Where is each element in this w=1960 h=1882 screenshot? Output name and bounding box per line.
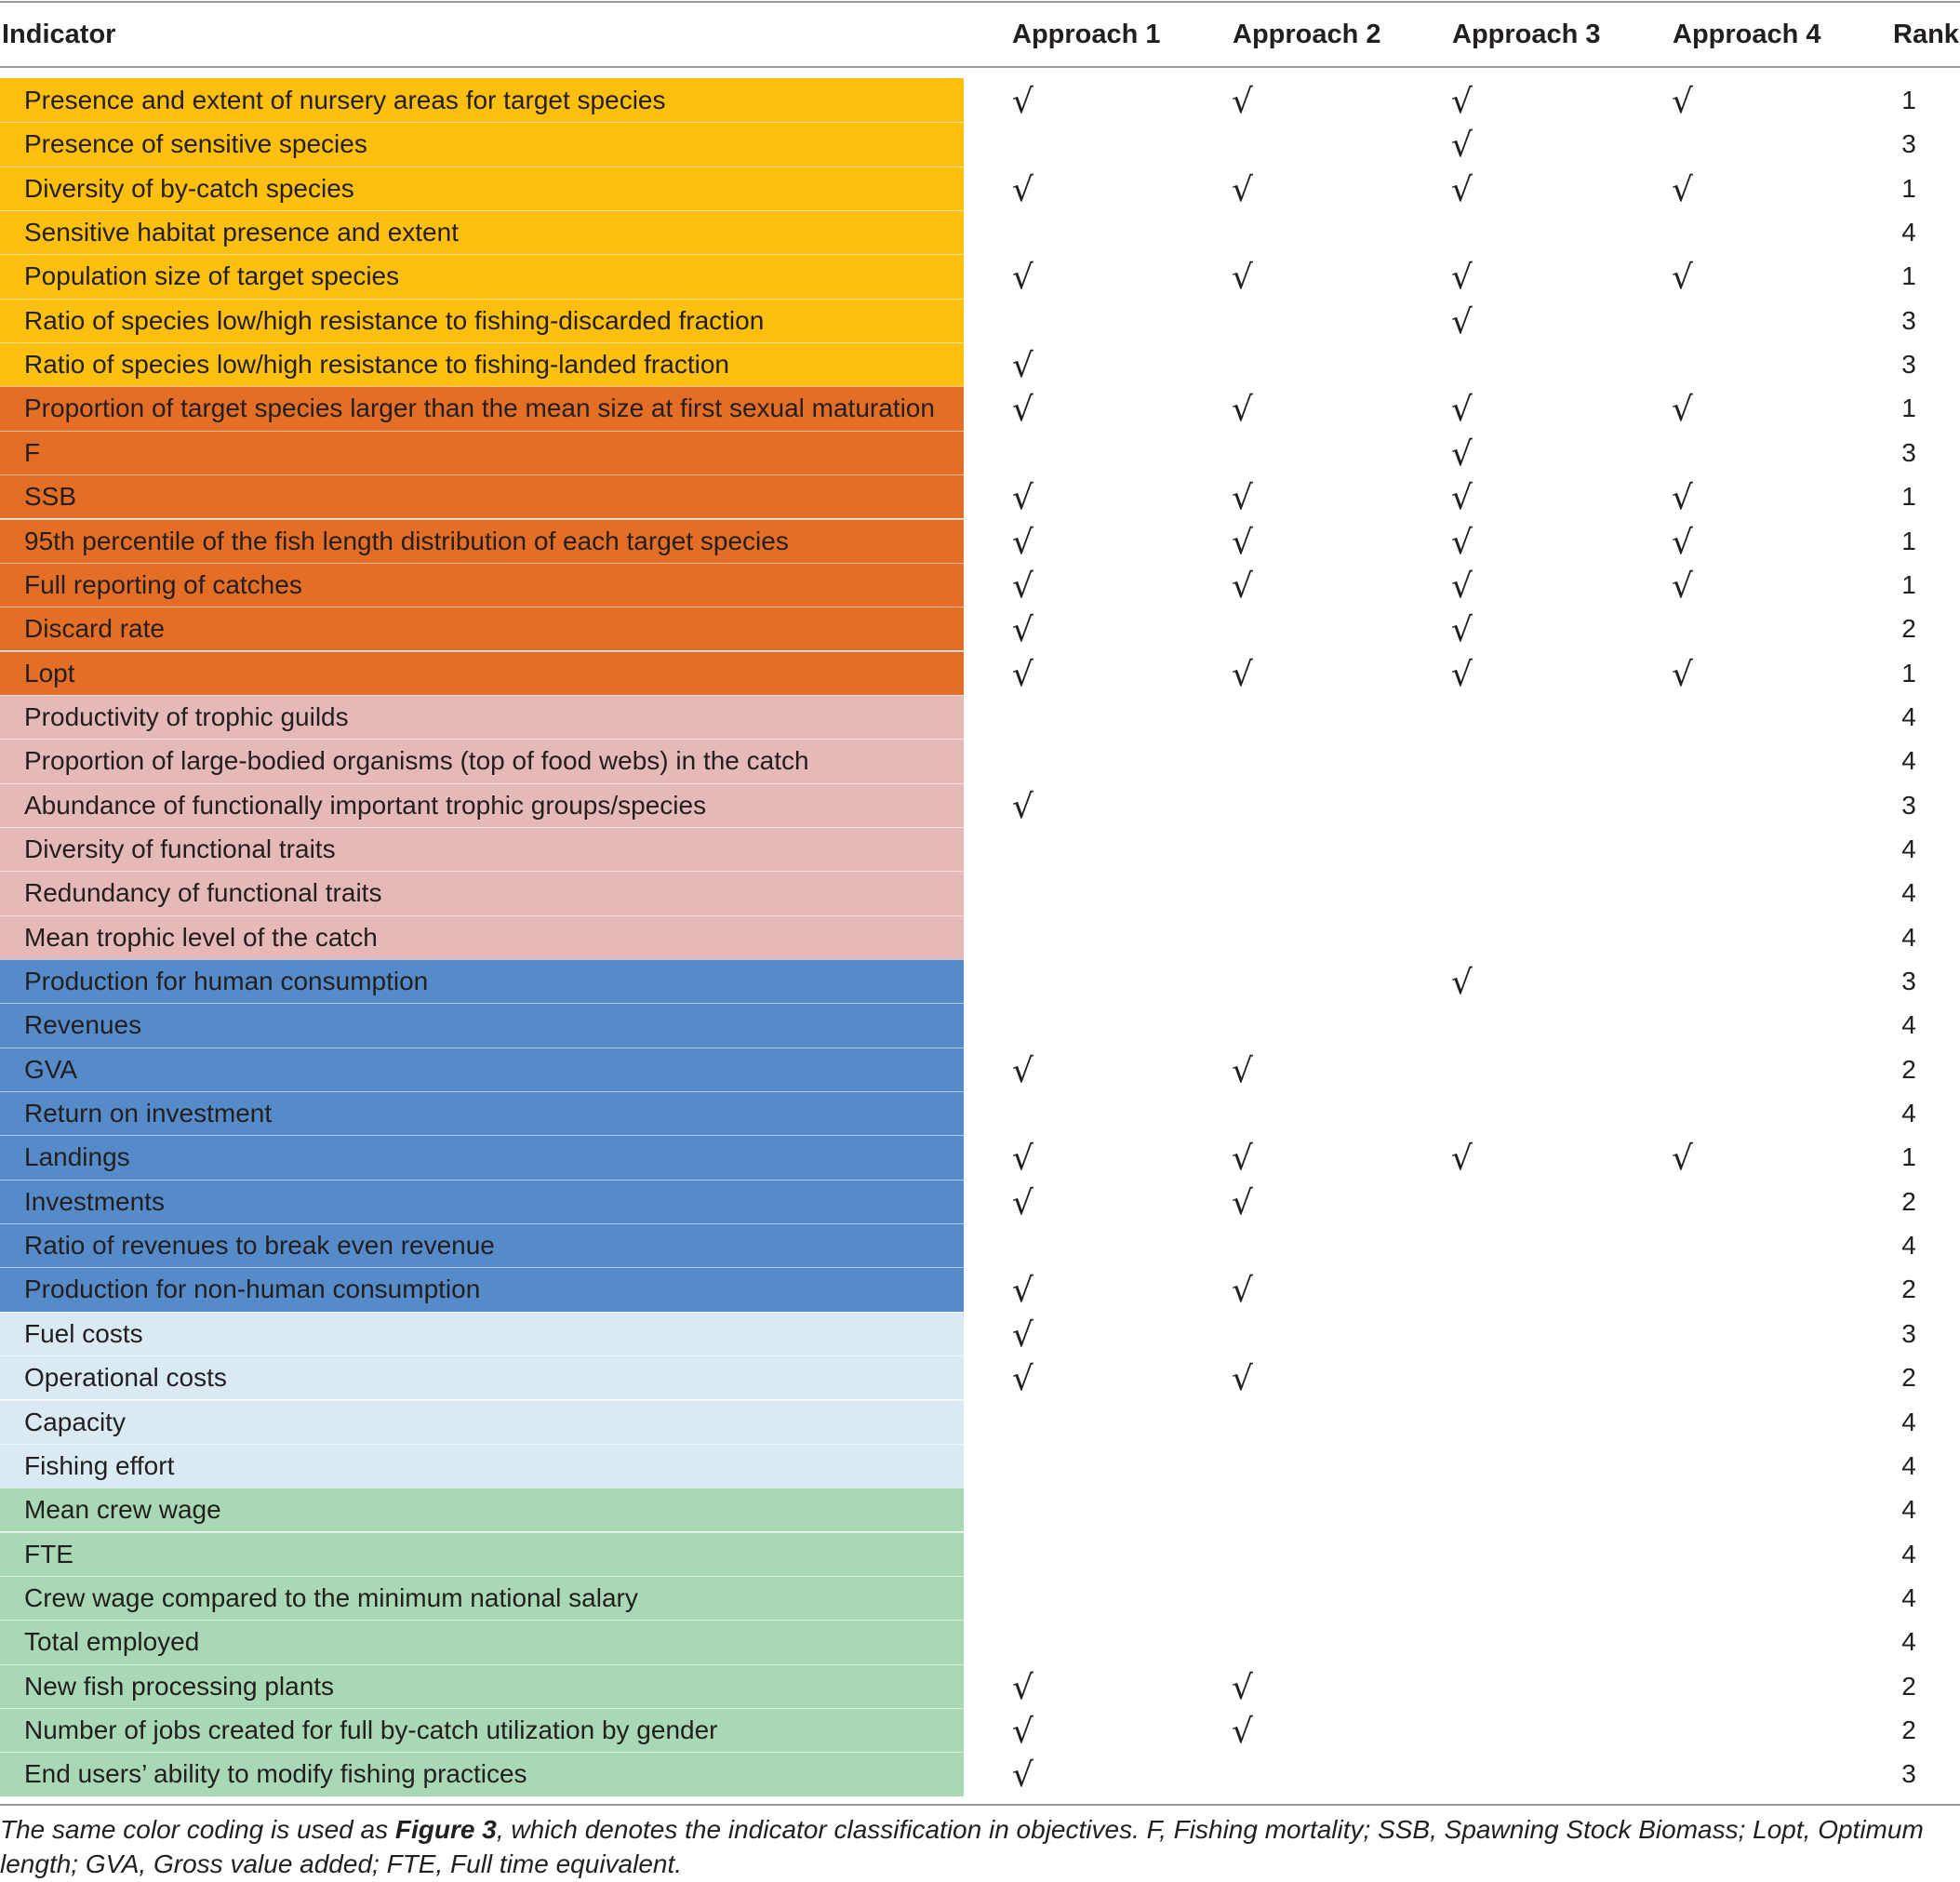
indicator-cell: Full reporting of catches xyxy=(0,563,964,607)
indicator-cell: Ratio of revenues to break even revenue xyxy=(0,1223,964,1267)
table-header-row xyxy=(0,0,1960,67)
check-mark-a2: √ xyxy=(1232,523,1253,562)
row-separator xyxy=(0,1135,964,1136)
header-approach-4: Approach 4 xyxy=(1673,20,1821,49)
rank-cell: 1 xyxy=(1901,86,1916,114)
check-mark-a2: √ xyxy=(1232,170,1253,209)
row-separator xyxy=(0,386,964,387)
indicator-cell: GVA xyxy=(0,1048,964,1091)
table-row xyxy=(0,1003,1960,1047)
rank-cell: 1 xyxy=(1901,658,1916,687)
check-mark-a4: √ xyxy=(1672,83,1693,121)
rank-cell: 4 xyxy=(1901,1450,1916,1480)
check-mark-a4: √ xyxy=(1672,567,1693,606)
table-row xyxy=(0,210,1960,254)
indicator-cell: Proportion of target species larger than the mean size at first sexual maturation xyxy=(0,386,964,430)
row-separator xyxy=(0,739,964,740)
check-mark-a4: √ xyxy=(1672,523,1693,562)
check-mark-a3: √ xyxy=(1451,83,1473,121)
check-mark-a1: √ xyxy=(1012,1712,1033,1751)
indicator-cell: Diversity of by-catch species xyxy=(0,167,964,210)
indicator-cell: Total employed xyxy=(0,1620,964,1663)
check-mark-a1: √ xyxy=(1012,1051,1033,1090)
table-row xyxy=(0,1091,1960,1135)
table-row xyxy=(0,519,1960,563)
check-mark-a1: √ xyxy=(1012,787,1033,826)
indicator-cell: Diversity of functional traits xyxy=(0,827,964,871)
header-approach-3: Approach 3 xyxy=(1452,20,1601,49)
table-row xyxy=(0,1135,1960,1179)
indicator-cell: Lopt xyxy=(0,651,964,695)
table-row xyxy=(0,695,1960,739)
rank-cell: 4 xyxy=(1901,834,1916,863)
rank-cell: 1 xyxy=(1901,1142,1916,1172)
table-row xyxy=(0,607,1960,650)
table-row xyxy=(0,1267,1960,1311)
header-approach-2: Approach 2 xyxy=(1233,20,1381,49)
indicator-cell: Fuel costs xyxy=(0,1312,964,1355)
check-mark-a4: √ xyxy=(1672,655,1693,694)
check-mark-a1: √ xyxy=(1012,347,1033,386)
row-separator xyxy=(0,827,964,828)
table-row xyxy=(0,1576,1960,1620)
check-mark-a3: √ xyxy=(1451,567,1473,606)
table-row xyxy=(0,1444,1960,1488)
rank-cell: 4 xyxy=(1901,1407,1916,1436)
rank-cell: 3 xyxy=(1901,1759,1916,1789)
row-separator xyxy=(0,1003,964,1004)
row-separator xyxy=(0,783,964,784)
check-mark-a1: √ xyxy=(1012,391,1033,430)
check-mark-a3: √ xyxy=(1451,434,1473,474)
check-mark-a4: √ xyxy=(1672,391,1693,430)
table-row xyxy=(0,1223,1960,1267)
rank-cell: 4 xyxy=(1901,1539,1916,1568)
row-separator xyxy=(0,1180,964,1181)
rank-cell: 1 xyxy=(1901,526,1916,555)
rank-cell: 4 xyxy=(1901,922,1916,952)
check-mark-a2: √ xyxy=(1232,1712,1253,1751)
row-separator xyxy=(0,1223,964,1224)
indicator-cell: F xyxy=(0,431,964,474)
row-separator xyxy=(0,1091,964,1092)
check-mark-a3: √ xyxy=(1451,611,1473,650)
check-mark-a1: √ xyxy=(1012,611,1033,650)
table-row xyxy=(0,739,1960,782)
indicator-cell: Population size of target species xyxy=(0,254,964,298)
table-row xyxy=(0,386,1960,430)
table-row xyxy=(0,299,1960,342)
row-separator xyxy=(0,342,964,343)
check-mark-a1: √ xyxy=(1012,259,1033,298)
rank-cell: 1 xyxy=(1901,261,1916,291)
check-mark-a1: √ xyxy=(1012,1668,1033,1707)
check-mark-a1: √ xyxy=(1012,83,1033,121)
indicator-cell: Discard rate xyxy=(0,607,964,650)
row-separator xyxy=(0,1312,964,1313)
indicator-cell: Number of jobs created for full by-catch utilization by gender xyxy=(0,1708,964,1752)
table-row xyxy=(0,474,1960,518)
indicator-cell: Return on investment xyxy=(0,1091,964,1135)
row-separator xyxy=(0,1400,964,1401)
table-row xyxy=(0,651,1960,695)
table-row xyxy=(0,959,1960,1003)
indicator-cell: Abundance of functionally important trophic groups/species xyxy=(0,783,964,827)
rank-cell: 4 xyxy=(1901,1495,1916,1525)
row-separator xyxy=(0,1620,964,1621)
indicator-cell: Mean crew wage xyxy=(0,1488,964,1531)
check-mark-a2: √ xyxy=(1232,1183,1253,1222)
rank-cell: 4 xyxy=(1901,1099,1916,1128)
row-separator xyxy=(0,254,964,255)
indicator-cell: Presence of sensitive species xyxy=(0,122,964,166)
table-row xyxy=(0,1488,1960,1531)
table-row xyxy=(0,254,1960,298)
table-row xyxy=(0,1708,1960,1752)
rank-cell: 1 xyxy=(1901,173,1916,203)
table-row xyxy=(0,1532,1960,1576)
indicator-cell: Productivity of trophic guilds xyxy=(0,695,964,739)
check-mark-a1: √ xyxy=(1012,1756,1033,1795)
indicator-cell: Production for non-human consumption xyxy=(0,1267,964,1311)
check-mark-a1: √ xyxy=(1012,1183,1033,1222)
check-mark-a1: √ xyxy=(1012,655,1033,694)
table-footnote xyxy=(0,1812,1960,1881)
check-mark-a3: √ xyxy=(1451,523,1473,562)
check-mark-a3: √ xyxy=(1451,170,1473,209)
check-mark-a4: √ xyxy=(1672,170,1693,209)
table-row xyxy=(0,1664,1960,1708)
table-row xyxy=(0,915,1960,959)
check-mark-a2: √ xyxy=(1232,259,1253,298)
indicator-cell: Redundancy of functional traits xyxy=(0,871,964,914)
rank-cell: 4 xyxy=(1901,1627,1916,1657)
rank-cell: 3 xyxy=(1901,790,1916,820)
check-mark-a2: √ xyxy=(1232,655,1253,694)
row-separator xyxy=(0,299,964,300)
indicator-cell: Sensitive habitat presence and extent xyxy=(0,210,964,254)
row-separator xyxy=(0,1576,964,1577)
check-mark-a2: √ xyxy=(1232,1140,1253,1179)
table-row xyxy=(0,783,1960,827)
row-separator xyxy=(0,210,964,211)
rank-cell: 4 xyxy=(1901,1231,1916,1261)
table-row xyxy=(0,167,1960,210)
header-indicator: Indicator xyxy=(2,20,116,49)
rank-cell: 4 xyxy=(1901,218,1916,247)
row-separator xyxy=(0,1355,964,1356)
row-separator xyxy=(0,431,964,432)
check-mark-a1: √ xyxy=(1012,1272,1033,1311)
indicator-cell: Revenues xyxy=(0,1003,964,1047)
indicator-cell: Presence and extent of nursery areas for target species xyxy=(0,78,964,122)
indicator-cell: Ratio of species low/high resistance to fishing-discarded fraction xyxy=(0,299,964,342)
rank-cell: 3 xyxy=(1901,350,1916,380)
check-mark-a3: √ xyxy=(1451,655,1473,694)
header-rank: Rank xyxy=(1893,20,1959,49)
rank-cell: 4 xyxy=(1901,878,1916,908)
indicator-cell: Production for human consumption xyxy=(0,959,964,1003)
row-separator xyxy=(0,915,964,916)
check-mark-a3: √ xyxy=(1451,259,1473,298)
footnote-figure-ref: Figure 3 xyxy=(394,1815,497,1844)
indicator-cell: Ratio of species low/high resistance to fishing-landed fraction xyxy=(0,342,964,386)
row-separator xyxy=(0,474,964,475)
rank-cell: 3 xyxy=(1901,305,1916,335)
row-separator xyxy=(0,651,964,652)
table-row xyxy=(0,1355,1960,1399)
check-mark-a1: √ xyxy=(1012,1360,1033,1399)
table-row xyxy=(0,1180,1960,1223)
indicator-cell: Landings xyxy=(0,1135,964,1179)
check-mark-a1: √ xyxy=(1012,523,1033,562)
table-row xyxy=(0,78,1960,122)
check-mark-a1: √ xyxy=(1012,1315,1033,1355)
table-row xyxy=(0,1752,1960,1795)
rank-cell: 2 xyxy=(1901,614,1916,644)
check-mark-a3: √ xyxy=(1451,127,1473,166)
check-mark-a4: √ xyxy=(1672,479,1693,518)
table-bottom-rule xyxy=(0,1804,1960,1806)
rank-cell: 2 xyxy=(1901,1186,1916,1216)
rank-cell: 2 xyxy=(1901,1363,1916,1393)
table-row xyxy=(0,871,1960,914)
check-mark-a2: √ xyxy=(1232,83,1253,121)
check-mark-a3: √ xyxy=(1451,964,1473,1002)
indicator-cell: SSB xyxy=(0,474,964,518)
check-mark-a3: √ xyxy=(1451,1140,1473,1179)
row-separator xyxy=(0,1532,964,1533)
rank-cell: 4 xyxy=(1901,701,1916,731)
check-mark-a4: √ xyxy=(1672,259,1693,298)
rank-cell: 3 xyxy=(1901,437,1916,467)
check-mark-a1: √ xyxy=(1012,479,1033,518)
rank-cell: 4 xyxy=(1901,1582,1916,1612)
indicator-cell: Fishing effort xyxy=(0,1444,964,1488)
rank-cell: 1 xyxy=(1901,394,1916,423)
footnote-post: , which denotes the indicator classification in objectives. F, Fishing mortality; SSB, Spawning Stock Biomass; Lopt, Optimum length; GVA, Gross value added; FTE, Full time equivalent. xyxy=(0,1815,1924,1878)
row-separator xyxy=(0,1267,964,1268)
rank-cell: 3 xyxy=(1901,129,1916,159)
rank-cell: 4 xyxy=(1901,746,1916,776)
rank-cell: 4 xyxy=(1901,1010,1916,1040)
rank-cell: 1 xyxy=(1901,569,1916,599)
row-separator xyxy=(0,122,964,123)
row-separator xyxy=(0,695,964,696)
rank-cell: 2 xyxy=(1901,1054,1916,1084)
rank-cell: 2 xyxy=(1901,1715,1916,1744)
indicator-cell: Crew wage compared to the minimum national salary xyxy=(0,1576,964,1620)
header-approach-1: Approach 1 xyxy=(1012,20,1161,49)
check-mark-a2: √ xyxy=(1232,1360,1253,1399)
check-mark-a2: √ xyxy=(1232,391,1253,430)
indicator-cell: 95th percentile of the fish length distribution of each target species xyxy=(0,519,964,563)
table-row xyxy=(0,1048,1960,1091)
row-separator xyxy=(0,1664,964,1665)
row-separator xyxy=(0,1752,964,1753)
indicator-cell: New fish processing plants xyxy=(0,1664,964,1708)
check-mark-a3: √ xyxy=(1451,302,1473,341)
rank-cell: 3 xyxy=(1901,1318,1916,1348)
check-mark-a3: √ xyxy=(1451,391,1473,430)
check-mark-a2: √ xyxy=(1232,479,1253,518)
rank-cell: 3 xyxy=(1901,967,1916,995)
table-row xyxy=(0,827,1960,871)
table-row xyxy=(0,563,1960,607)
check-mark-a4: √ xyxy=(1672,1140,1693,1179)
check-mark-a2: √ xyxy=(1232,1272,1253,1311)
row-separator xyxy=(0,1708,964,1709)
indicator-cell: Capacity xyxy=(0,1400,964,1444)
check-mark-a2: √ xyxy=(1232,567,1253,606)
row-separator xyxy=(0,519,964,520)
rank-cell: 1 xyxy=(1901,482,1916,512)
row-separator xyxy=(0,871,964,872)
check-mark-a3: √ xyxy=(1451,479,1473,518)
indicator-cell: FTE xyxy=(0,1532,964,1576)
row-separator xyxy=(0,563,964,564)
table-row xyxy=(0,431,1960,474)
table-row xyxy=(0,1620,1960,1663)
rank-cell: 2 xyxy=(1901,1671,1916,1701)
indicator-cell: Proportion of large-bodied organisms (top of food webs) in the catch xyxy=(0,739,964,782)
indicator-cell: Mean trophic level of the catch xyxy=(0,915,964,959)
footnote-pre: The same color coding is used as xyxy=(0,1815,395,1844)
check-mark-a1: √ xyxy=(1012,1140,1033,1179)
check-mark-a2: √ xyxy=(1232,1051,1253,1090)
table-row xyxy=(0,1400,1960,1444)
table-row xyxy=(0,342,1960,386)
row-separator xyxy=(0,959,964,960)
check-mark-a1: √ xyxy=(1012,170,1033,209)
indicator-cell: Operational costs xyxy=(0,1355,964,1399)
indicator-cell: End users’ ability to modify fishing practices xyxy=(0,1752,964,1795)
rank-cell: 2 xyxy=(1901,1275,1916,1304)
header-bottom-rule xyxy=(0,66,1960,68)
row-separator xyxy=(0,1444,964,1445)
table-row xyxy=(0,1312,1960,1355)
indicator-cell: Investments xyxy=(0,1180,964,1223)
table-row xyxy=(0,122,1960,166)
check-mark-a2: √ xyxy=(1232,1668,1253,1707)
check-mark-a1: √ xyxy=(1012,567,1033,606)
